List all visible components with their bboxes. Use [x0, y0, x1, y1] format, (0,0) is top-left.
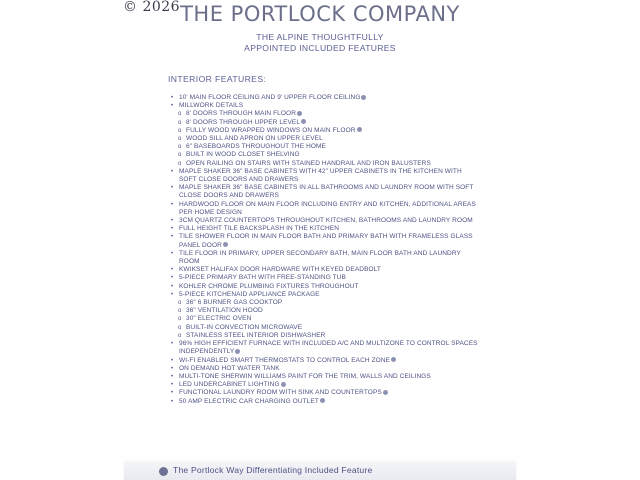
feature-text: 10' MAIN FLOOR CEILING AND 9' UPPER FLOOR CEILING	[179, 94, 361, 101]
feature-text: STAINLESS STEEL INTERIOR DISHWASHER	[186, 331, 326, 339]
footer-bar	[124, 462, 516, 480]
portlock-way-badge-icon	[301, 119, 306, 124]
feature-subitem	[170, 307, 480, 315]
feature-item	[170, 217, 480, 225]
feature-item	[170, 373, 480, 381]
feature-text: FULL HEIGHT TILE BACKSPLASH IN THE KITCHEN	[179, 225, 339, 233]
feature-item	[170, 94, 480, 102]
feature-item	[170, 184, 480, 200]
feature-text: 8' DOORS THROUGH UPPER LEVEL	[186, 118, 301, 126]
feature-text: MULTI-TONE SHERWIN WILLIAMS PAINT FOR THE TRIM, WALLS AND CEILINGS	[179, 372, 431, 380]
portlock-way-badge-icon	[357, 127, 362, 132]
feature-text: 96% HIGH EFFICIENT FURNACE WITH INCLUDED A/C AND MULTIZONE TO CONTROL SPACES INDEPENDENTLY	[179, 340, 478, 356]
feature-text: KWIKSET HALIFAX DOOR HARDWARE WITH KEYED DEADBOLT	[179, 266, 381, 274]
feature-item	[170, 250, 480, 266]
feature-item	[170, 283, 480, 291]
feature-text: TILE SHOWER FLOOR IN MAIN FLOOR BATH AND PRIMARY BATH WITH FRAMELESS GLASS PANEL DOOR	[179, 233, 473, 249]
section-heading: INTERIOR FEATURES:	[168, 74, 267, 84]
portlock-way-icon	[159, 467, 168, 476]
copyright: © 2026	[123, 0, 181, 15]
feature-text: LED UNDERCABINET LIGHTING	[179, 381, 280, 389]
feature-text: WI-FI ENABLED SMART THERMOSTATS TO CONTROL EACH ZONE	[179, 356, 391, 364]
feature-item	[170, 291, 480, 299]
feature-text: MAPLE SHAKER 36" BASE CABINETS WITH 42" UPPER CABINETS IN THE KITCHEN WITH SOFT CLOSE DOORS AND DRAWERS	[179, 167, 462, 184]
feature-item	[170, 398, 480, 406]
feature-subitem	[170, 160, 480, 168]
feature-text: KOHLER CHROME PLUMBING FIXTURES THROUGHOUT	[179, 282, 359, 290]
feature-text: 5-PIECE KITCHENAID APPLIANCE PACKAGE	[179, 290, 320, 298]
feature-subitem	[170, 143, 480, 151]
feature-item	[170, 201, 480, 217]
feature-subitem	[170, 110, 480, 118]
feature-text: ON DEMAND HOT WATER TANK	[179, 364, 280, 372]
feature-subitem	[170, 332, 480, 340]
feature-text: MAPLE SHAKER 36" BASE CABINETS IN ALL BATHROOMS AND LAUNDRY ROOM WITH SOFT CLOSE DOORS AND DRAWERS	[179, 184, 474, 200]
feature-text: 5-PIECE PRIMARY BATH WITH FREE-STANDING TUB	[179, 274, 346, 282]
footer-text: The Portlock Way Differentiating Included Feature	[173, 465, 373, 475]
feature-item	[170, 389, 480, 397]
feature-subitem	[170, 324, 480, 332]
feature-item	[170, 357, 480, 365]
feature-text: MILLWORK DETAILS	[179, 102, 244, 110]
feature-text: FULLY WOOD WRAPPED WINDOWS ON MAIN FLOOR	[186, 126, 356, 134]
feature-text: BUILT IN WOOD CLOSET SHELVING	[186, 151, 300, 159]
subtitle-line-2: APPOINTED INCLUDED FEATURES	[244, 42, 396, 53]
feature-subitem	[170, 135, 480, 143]
portlock-way-badge-icon	[361, 95, 366, 100]
portlock-way-badge-icon	[223, 242, 228, 247]
feature-subitem	[170, 299, 480, 307]
feature-subitem	[170, 127, 480, 135]
feature-item	[170, 381, 480, 389]
feature-item	[170, 365, 480, 373]
feature-item	[170, 266, 480, 274]
feature-subitem	[170, 119, 480, 127]
feature-item	[170, 233, 480, 249]
portlock-way-badge-icon	[235, 349, 240, 354]
subtitle	[0, 32, 640, 53]
feature-subitem	[170, 151, 480, 159]
feature-text: TILE FLOOR IN PRIMARY, UPPER SECONDARY BATH, MAIN FLOOR BATH AND LAUNDRY ROOM	[179, 249, 461, 266]
feature-text: 36" 6 BURNER GAS COOKTOP	[186, 299, 283, 307]
portlock-way-badge-icon	[297, 111, 302, 116]
company-name: THE PORTLOCK COMPANY	[180, 2, 460, 26]
feature-item	[170, 168, 480, 184]
feature-text: 30" ELECTRIC OVEN	[186, 315, 252, 323]
feature-text: HARDWOOD FLOOR ON MAIN FLOOR INCLUDING ENTRY AND KITCHEN, ADDITIONAL AREAS PER HOME DESIGN	[179, 200, 476, 216]
portlock-way-badge-icon	[320, 398, 325, 403]
feature-text: 6" BASEBOARDS THROUGHOUT THE HOME	[186, 143, 326, 151]
features-list	[170, 94, 480, 406]
feature-text: BUILT-IN CONVECTION MICROWAVE	[186, 323, 303, 331]
feature-item	[170, 274, 480, 282]
portlock-way-badge-icon	[391, 357, 396, 362]
portlock-way-badge-icon	[383, 390, 388, 395]
feature-item	[170, 102, 480, 110]
feature-text: 36" VENTILATION HOOD	[186, 307, 263, 315]
feature-text: 3CM QUARTZ COUNTERTOPS THROUGHOUT KITCHEN, BATHROOMS AND LAUNDRY ROOM	[179, 217, 473, 225]
feature-text: WOOD SILL AND APRON ON UPPER LEVEL	[186, 135, 323, 143]
portlock-way-badge-icon	[281, 382, 286, 387]
feature-text: 50 AMP ELECTRIC CAR CHARGING OUTLET	[179, 397, 319, 405]
feature-text: OPEN RAILING ON STAIRS WITH STAINED HANDRAIL AND IRON BALUSTERS	[186, 159, 431, 167]
feature-subitem	[170, 315, 480, 323]
feature-text: FUNCTIONAL LAUNDRY ROOM WITH SINK AND COUNTERTOPS	[179, 389, 382, 397]
subtitle-line-1: THE ALPINE THOUGHTFULLY	[256, 32, 384, 42]
feature-item	[170, 225, 480, 233]
feature-text: 8' DOORS THROUGH MAIN FLOOR	[186, 110, 296, 118]
feature-item	[170, 340, 480, 356]
